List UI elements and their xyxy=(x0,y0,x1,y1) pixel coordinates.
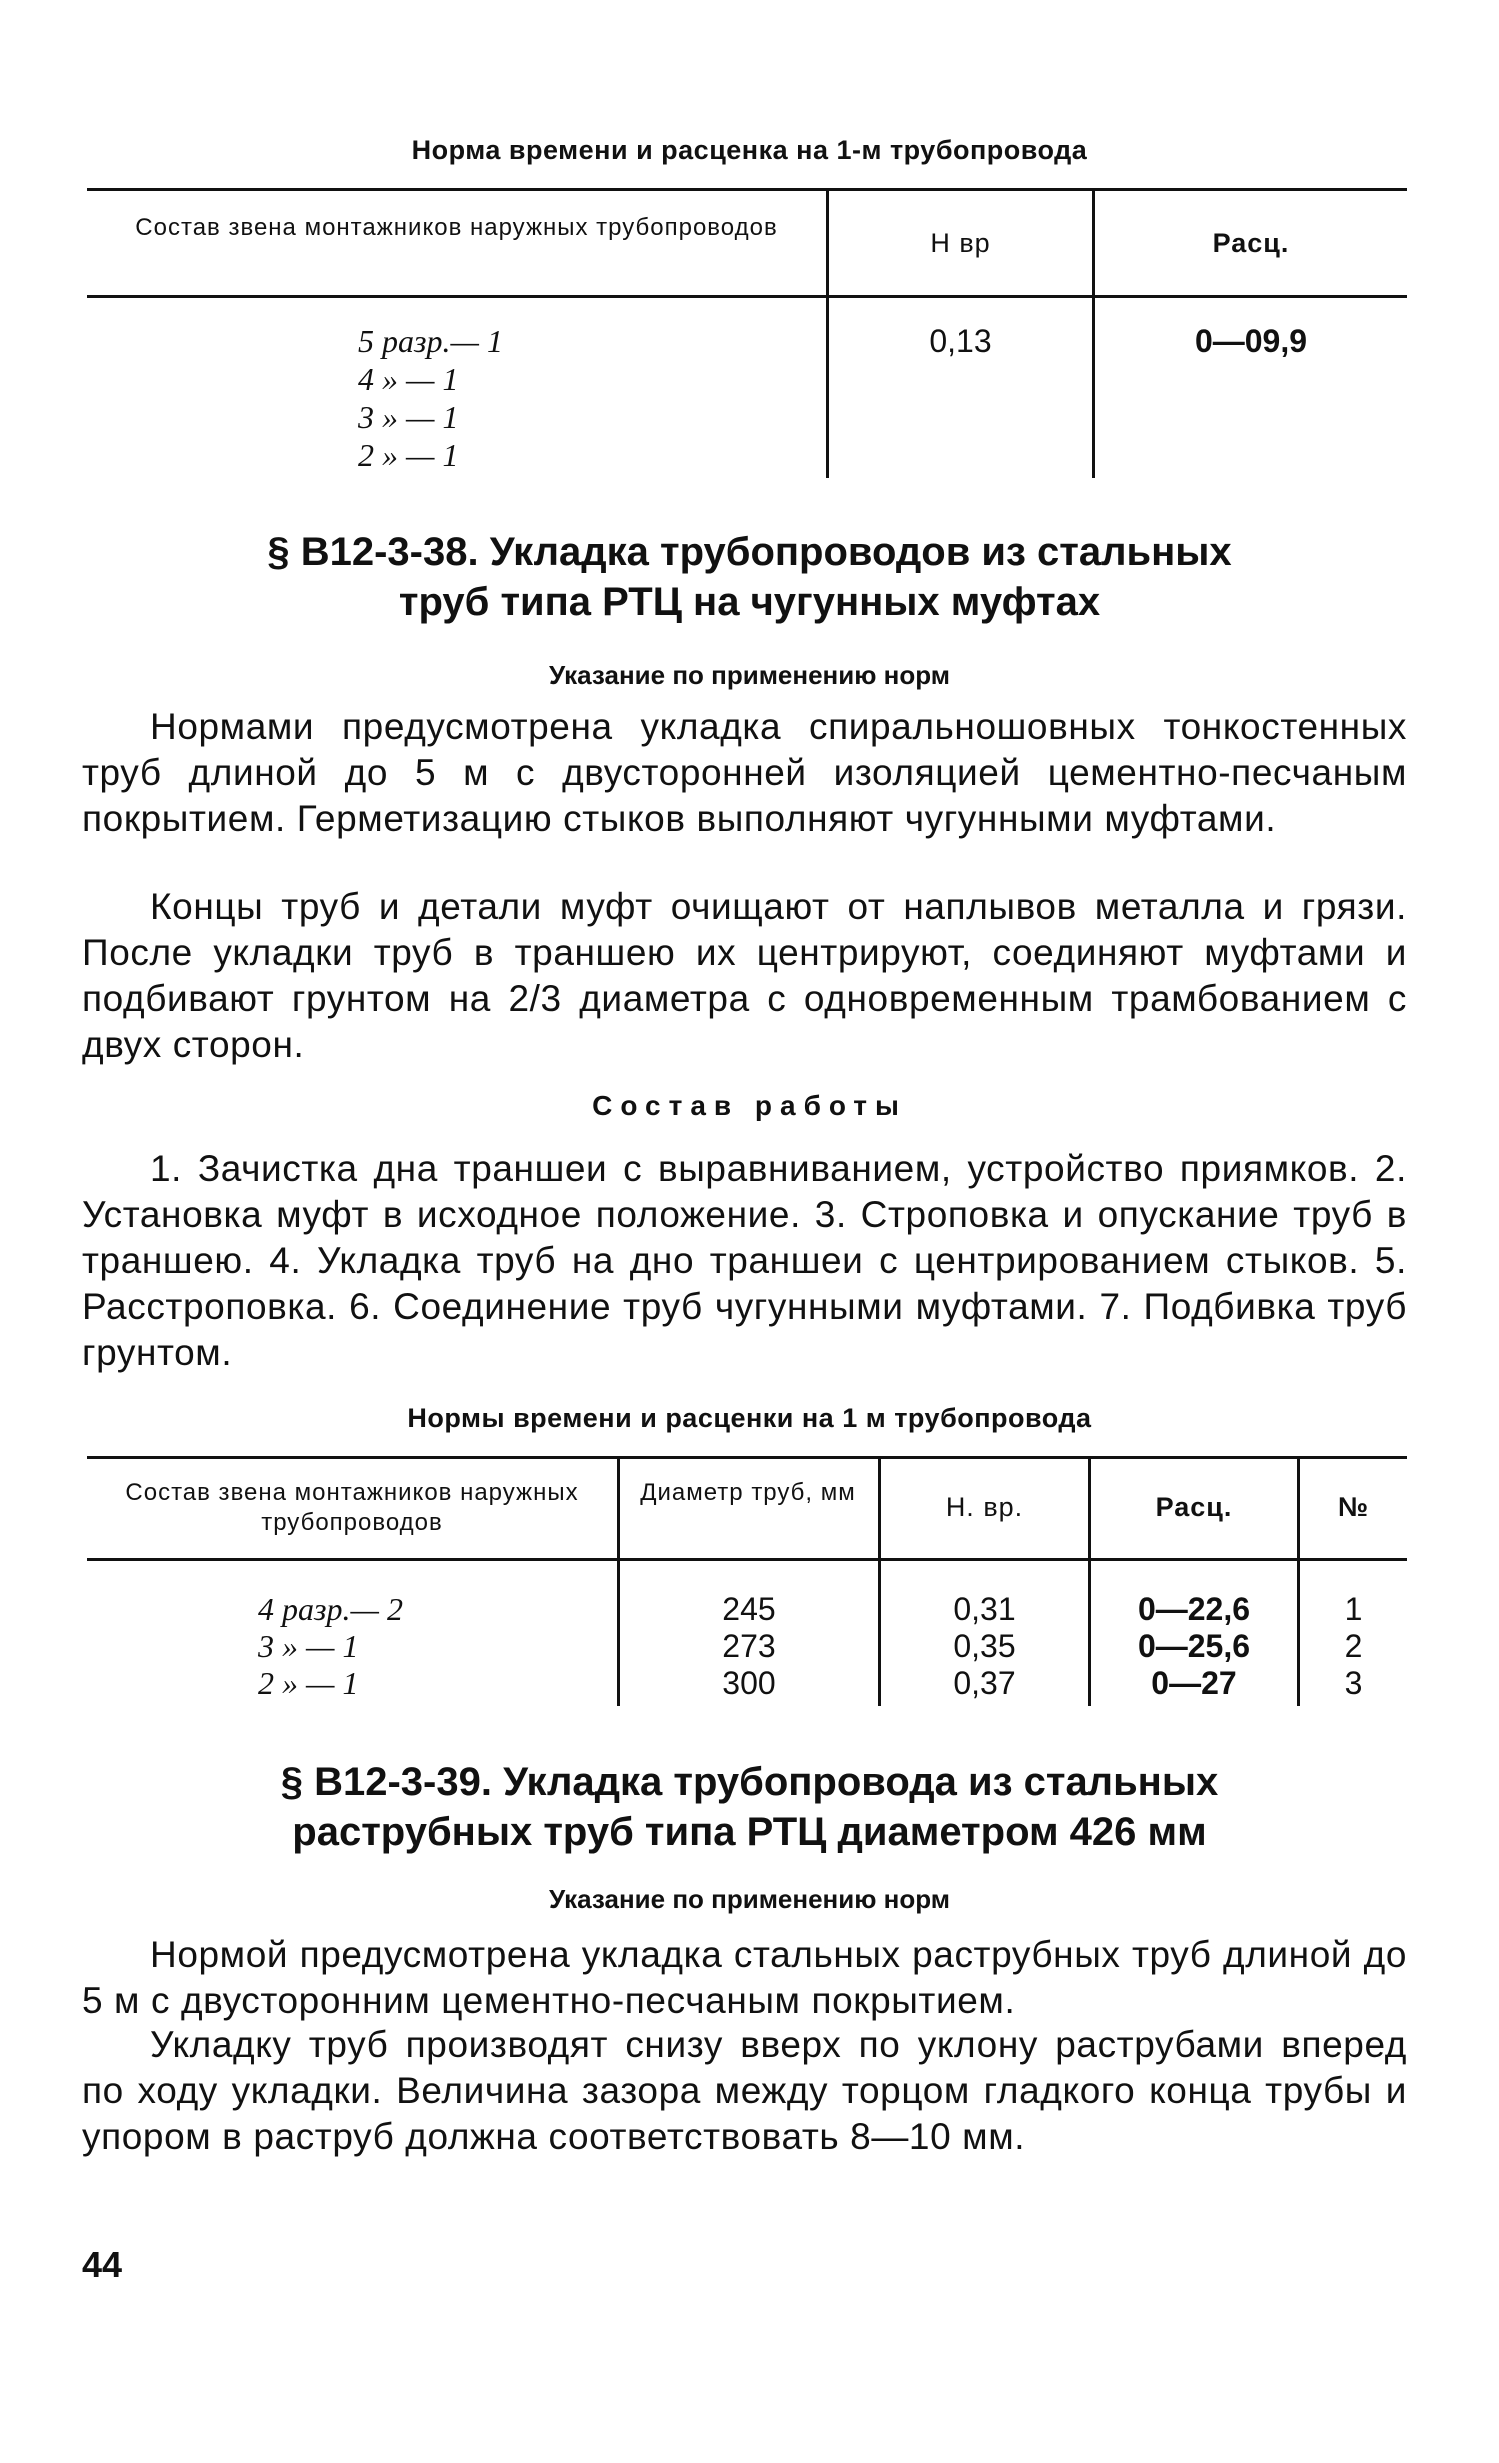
table2-header-number: № xyxy=(1337,1492,1370,1522)
section38-paragraph-1: Нормами предусмотрена укладка спиральношовных тонкостенных труб длиной до 5 м с двусторонней изоляцией цементно-песчаным покрытием. Герметизацию стыков выполняют чугунными муфтами. xyxy=(82,706,1407,839)
section39-guidance-heading: Указание по применению норм xyxy=(548,1884,951,1914)
table1-crew-2: 4 » — 1 xyxy=(358,361,459,397)
table2-rate-2: 0—25,6 xyxy=(1137,1628,1251,1664)
table2-num-3: 3 xyxy=(1344,1665,1363,1701)
section38-work-heading: Состав работы xyxy=(592,1090,907,1121)
table1-caption: Норма времени и расценка на 1-м трубопровода xyxy=(411,135,1088,165)
table2-rate-1: 0—22,6 xyxy=(1137,1591,1251,1627)
table2-diameter-2: 273 xyxy=(722,1628,776,1664)
table2-header-diameter: Диаметр труб, мм xyxy=(640,1479,856,1506)
table2-header-rule xyxy=(87,1558,1407,1561)
table2-num-2: 2 xyxy=(1344,1628,1363,1664)
table2-nvr-3: 0,37 xyxy=(953,1665,1016,1701)
table2-caption: Нормы времени и расценки на 1 м трубопровода xyxy=(407,1403,1092,1433)
table1-rate-value: 0—09,9 xyxy=(1194,323,1308,359)
table1-crew-4: 2 » — 1 xyxy=(358,437,459,473)
section38-work-text: 1. Зачистка дна траншеи с выравниванием, устройство приямков. 2. Установка муфт в исходное положение. 3. Строповка и опускание труб в траншею. 4. Укладка труб на дно траншеи с центрированием стыков. 5. Расстроповка. 6. Соединение труб чугунными муфтами. 7. Подбивка труб грунтом. xyxy=(82,1148,1407,1373)
table1-header-crew: Состав звена монтажников наружных трубопроводов xyxy=(135,214,778,241)
table2-diameter-3: 300 xyxy=(722,1665,776,1701)
section38-title-line1: § В12-3-38. Укладка трубопроводов из стальных xyxy=(267,530,1232,574)
table2-header-nvr: Н. вр. xyxy=(945,1492,1024,1522)
section38-title-line2: труб типа РТЦ на чугунных муфтах xyxy=(398,580,1101,624)
table2-header-crew: Состав звена монтажников наружных трубопроводов xyxy=(125,1479,579,1536)
table2-diameter-1: 245 xyxy=(722,1591,776,1627)
section39-paragraph-2: Укладку труб производят снизу вверх по уклону раструбами вперед по ходу укладки. Величина зазора между торцом гладкого конца трубы и упором в раструб должна соответствовать 8—10 мм. xyxy=(82,2024,1407,2157)
section38-guidance-heading: Указание по применению норм xyxy=(548,660,951,690)
section39-paragraph-1: Нормой предусмотрена укладка стальных раструбных труб длиной до 5 м с двусторонним цементно-песчаным покрытием. xyxy=(82,1934,1407,2021)
page-number: 44 xyxy=(82,2244,123,2285)
table2-rate-3: 0—27 xyxy=(1151,1665,1237,1701)
table1-header-nvr: Н вр xyxy=(930,228,991,258)
section38-paragraph-2: Концы труб и детали муфт очищают от наплывов металла и грязи. После укладки труб в траншею их центрируют, соединяют муфтами и подбивают грунтом на 2/3 диаметра с одновременным трамбованием с двух сторон. xyxy=(82,886,1407,1065)
table2-num-1: 1 xyxy=(1344,1591,1363,1627)
table1-header-rate: Расц. xyxy=(1212,228,1290,258)
table1-crew-1: 5 разр.— 1 xyxy=(358,323,503,359)
table1-crew-3: 3 » — 1 xyxy=(358,399,459,435)
table1-header-rule xyxy=(87,295,1407,298)
table1-nvr-value: 0,13 xyxy=(929,323,992,359)
table1-top-rule xyxy=(87,188,1407,191)
table2-crew-3: 2 » — 1 xyxy=(258,1665,359,1701)
section39-title-line1: § В12-3-39. Укладка трубопровода из стальных xyxy=(280,1760,1219,1804)
table2-top-rule xyxy=(87,1456,1407,1459)
table2-crew-1: 4 разр.— 2 xyxy=(258,1591,403,1627)
table2-nvr-1: 0,31 xyxy=(953,1591,1016,1627)
table2-crew-2: 3 » — 1 xyxy=(258,1628,359,1664)
table2-nvr-2: 0,35 xyxy=(953,1628,1016,1664)
section39-title-line2: раструбных труб типа РТЦ диаметром 426 мм xyxy=(292,1810,1207,1854)
table2-header-rate: Расц. xyxy=(1155,1492,1233,1522)
